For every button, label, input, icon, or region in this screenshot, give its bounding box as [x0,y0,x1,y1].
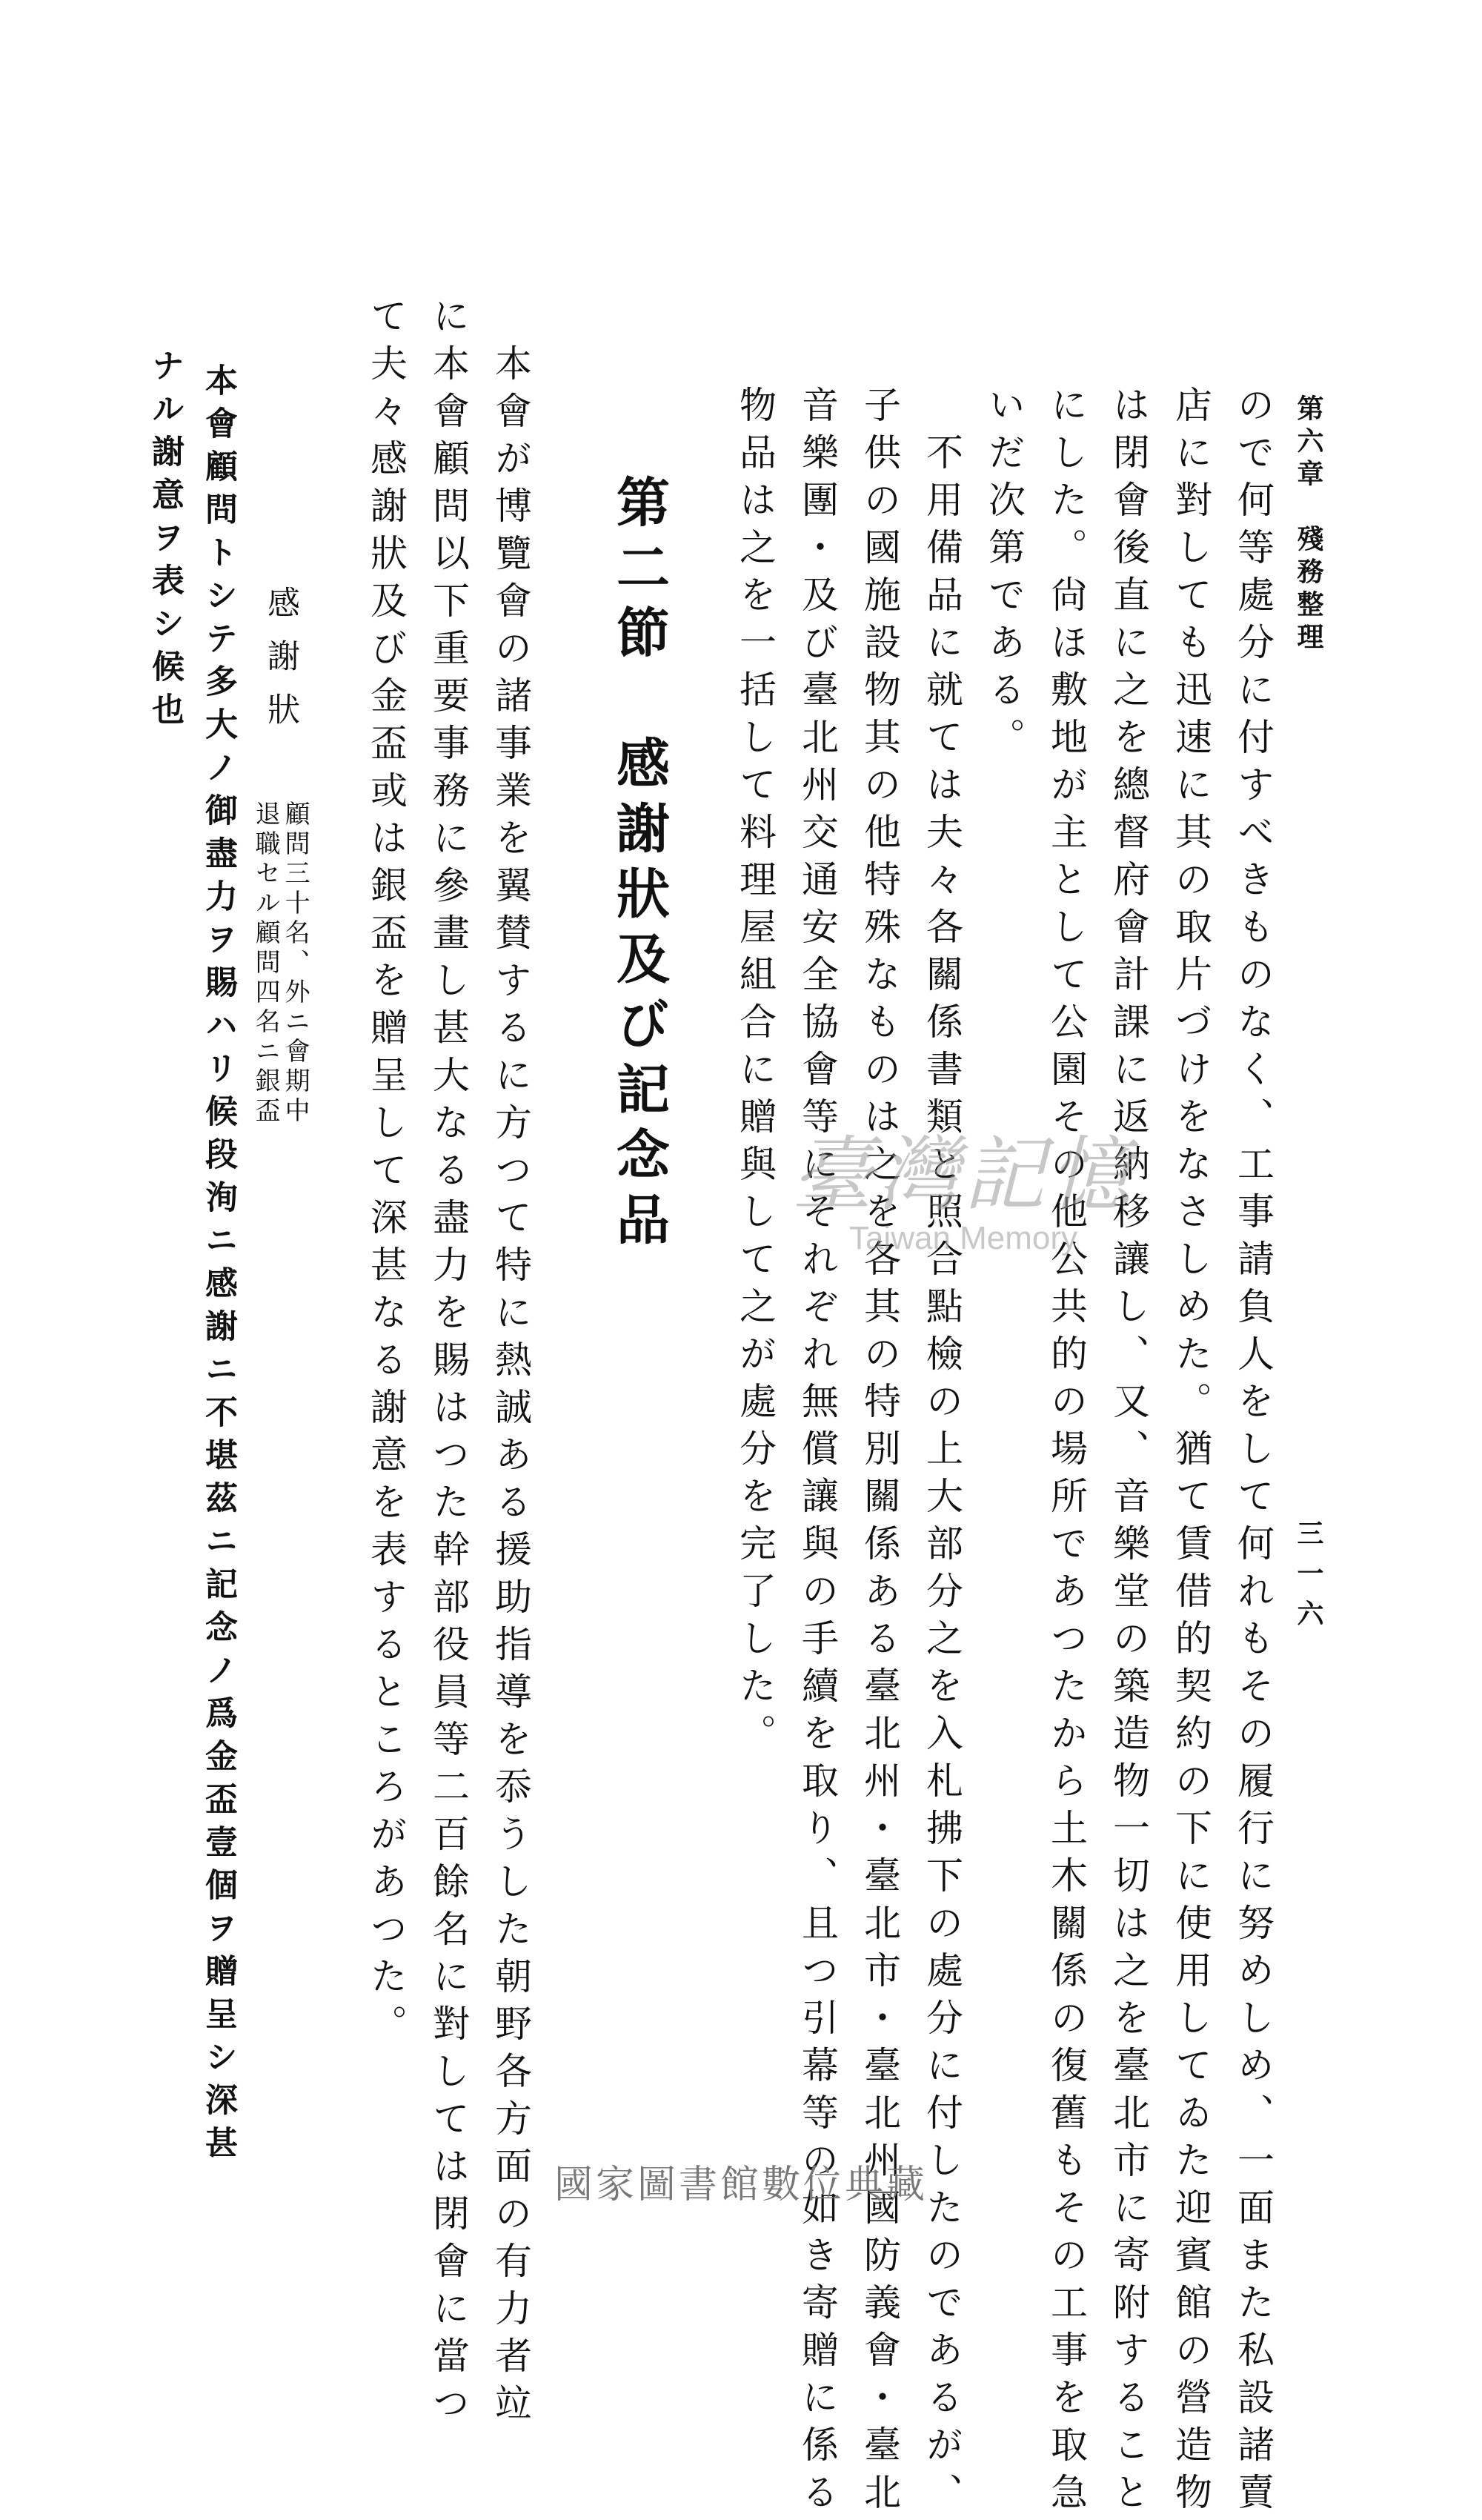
body-column: 店に對しても迅速に其の取片づけをなさしめた。猶て賃借的契約の下に使用してゐた迎賓館の營造物 [1169,385,1212,2520]
body-column: に本會顧問以下重要事務に參畫し甚大なる盡力を賜はつた幹部役員等二百餘名に對しては閉會に當つ [427,296,470,2431]
body-column: 物品は之を一括して料理屋組合に贈與して之が處分を完了した。 [734,385,777,1761]
item-note: 顧問三十名、外ニ會期中 [280,800,310,1127]
letter-column: ナル謝意ヲ表シ候也 [146,348,184,735]
watermark-logo [741,1127,1186,1257]
body-column: は閉會後直に之を總督府會計課に返納移讓し、又、音樂堂の築造物一切は之を臺北市に寄附すること [1107,385,1150,2520]
chapter-header: 第六章 殘務整理 [1293,394,1324,655]
body-column: いだ次第である。 [983,385,1026,765]
body-column: 子供の國施設物其の他特殊なものは之を各其の特別關係ある臺北州・臺北市・臺北州國防義會・臺北 [858,385,901,2520]
body-column: にした。尙ほ敷地が主として公園その他公共的の場所であつたから土木關係の復舊もその工事を取急 [1045,385,1088,2520]
library-footer: 國家圖書館數位典藏 [554,2163,928,2207]
body-column: ので何等處分に付すべきものなく、工事請負人をして何れもその履行に努めしめ、一面また私設諸賣 [1232,385,1275,2520]
item-note: 退職セル顧問四名ニ銀盃 [250,800,281,1127]
watermark-main: 臺灣記憶 [791,1127,1135,1222]
section-heading: 第二節 感謝狀及び記念品 [608,474,671,1257]
body-column: 不用備品に就ては夫々各關係書類と照合點檢の上大部分之を入札拂下の處分に付したのであるが、 [920,385,963,2520]
body-column: て夫々感謝狀及び金盃或は銀盃を贈呈して深甚なる謝意を表するところがあつた。 [365,296,408,2052]
item-label: 感謝狀 [262,586,299,746]
watermark-sub: Taiwan Memory [848,1220,1078,1256]
page-number: 三一六 [1293,1519,1324,1639]
body-column: 音樂團・及び臺北州交通安全協會等にそれぞれ無償讓與の手續を取り、且つ引幕等の如き寄贈に係る [796,385,839,2520]
letter-column: 本會顧問トシテ多大ノ御盡力ヲ賜ハリ候段洵ニ感謝ニ不堪茲ニ記念ノ爲金盃壹個ヲ贈呈シ深甚 [199,363,237,2169]
body-column: 本會が博覽會の諸事業を翼賛するに方つて特に熱誠ある援助指導を忝うした朝野各方面の有力者竝 [489,296,532,2431]
